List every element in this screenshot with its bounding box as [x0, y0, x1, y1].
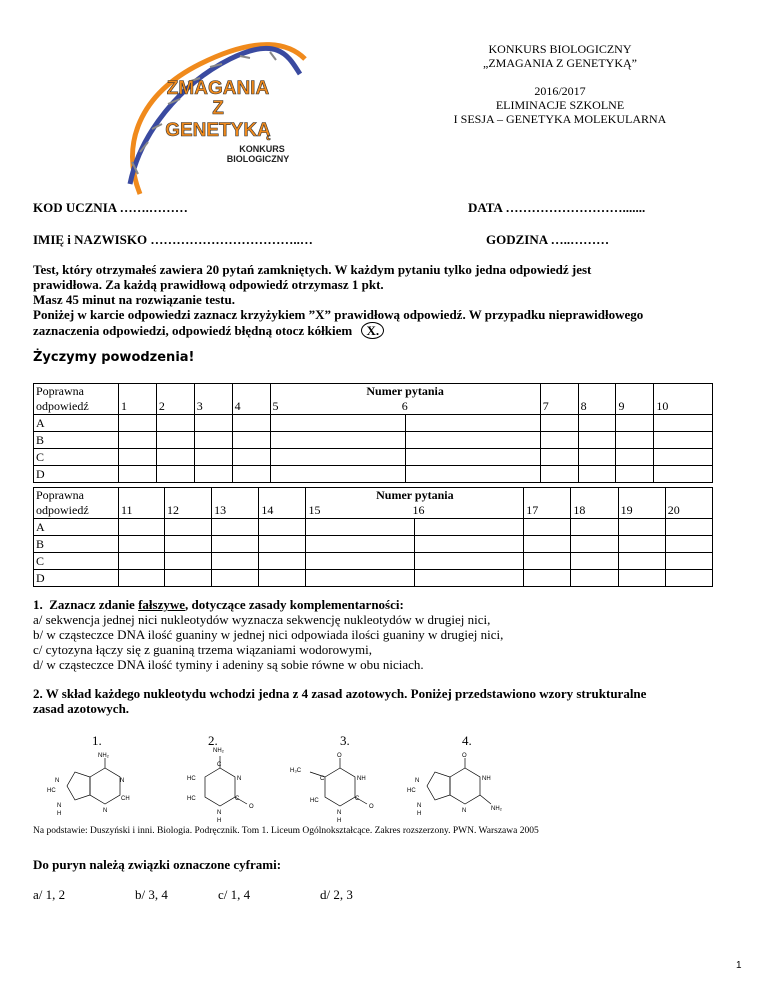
q-number: 11 — [119, 488, 165, 519]
q-number: 19 — [618, 488, 665, 519]
dna-helix-logo — [100, 34, 315, 204]
header-line-3: 2016/2017 — [534, 84, 586, 98]
q-number: 6 — [401, 399, 408, 413]
header-line-2: „ZMAGANIA Z GENETYKĄ” — [483, 56, 637, 70]
hour-field[interactable]: GODZINA …..……… — [486, 232, 610, 247]
source-citation: Na podstawie: Duszyński i inni. Biologia. Podręcznik. Tom 1. Liceum Ogólnokształcące. Zakres rozszerzony. PWN. Warszawa 2005 — [33, 826, 539, 836]
answer-cell[interactable] — [259, 553, 306, 570]
answer-cell[interactable] — [270, 466, 405, 483]
answer-cell[interactable] — [524, 536, 571, 553]
answer-cell[interactable] — [164, 519, 211, 536]
svg-text:CH: CH — [121, 796, 130, 802]
answer-cell[interactable] — [212, 570, 259, 587]
svg-text:NH₂: NH₂ — [213, 748, 224, 754]
answer-cell[interactable] — [415, 519, 524, 536]
answer-cell[interactable] — [654, 432, 713, 449]
q-number-pair — [306, 488, 524, 519]
answer-cell[interactable] — [306, 570, 415, 587]
svg-text:N: N — [237, 776, 242, 782]
answer-cell[interactable] — [270, 415, 405, 432]
answer-cell[interactable] — [571, 536, 618, 553]
structure-guanine — [405, 752, 515, 837]
svg-text:H: H — [57, 811, 62, 817]
option-label: D — [34, 570, 119, 587]
answer-cell[interactable] — [571, 570, 618, 587]
answer-cell[interactable] — [405, 415, 540, 432]
q2-option-a[interactable]: a/ 1, 2 — [33, 887, 66, 902]
header-line-4: ELIMINACJE SZKOLNE — [495, 98, 625, 112]
q2-option-b[interactable]: b/ 3, 4 — [135, 887, 168, 902]
svg-text:NH₂: NH₂ — [98, 753, 109, 759]
answer-cell[interactable] — [119, 570, 165, 587]
answer-cell[interactable] — [259, 536, 306, 553]
answer-cell[interactable] — [119, 553, 165, 570]
option-label: A — [34, 415, 119, 432]
answer-cell[interactable] — [654, 415, 713, 432]
structure-label-3: 3. — [340, 733, 350, 748]
answer-cell[interactable] — [194, 415, 232, 432]
q-number: 14 — [259, 488, 306, 519]
instr-line-1: Test, który otrzymałeś zawiera 20 pytań zamkniętych. W każdym pytaniu tylko jedna odpowiedź jest — [33, 262, 592, 277]
structure-label-4: 4. — [462, 733, 472, 748]
svg-text:N: N — [415, 778, 420, 784]
answer-cell[interactable] — [232, 432, 270, 449]
option-label: B — [34, 536, 119, 553]
answer-cell[interactable] — [524, 553, 571, 570]
answer-cell[interactable] — [119, 536, 165, 553]
answer-cell[interactable] — [156, 466, 194, 483]
answer-cell[interactable] — [415, 570, 524, 587]
answer-cell[interactable] — [578, 449, 616, 466]
q1-option-c[interactable]: c/ cytozyna łączy się z guaniną trzema wiązaniami wodorowymi, — [33, 642, 372, 657]
structure-thymine — [290, 752, 390, 837]
svg-text:HC: HC — [310, 798, 319, 804]
answer-cell[interactable] — [156, 432, 194, 449]
svg-text:N: N — [462, 808, 467, 814]
date-field[interactable]: DATA ………………………....... — [468, 200, 646, 215]
answer-cell[interactable] — [232, 415, 270, 432]
answer-cell[interactable] — [616, 449, 654, 466]
svg-text:N: N — [120, 778, 125, 784]
answer-cell[interactable] — [156, 449, 194, 466]
logo-word-2: Z — [212, 98, 224, 119]
answer-cell[interactable] — [405, 432, 540, 449]
answer-cell[interactable] — [540, 415, 578, 432]
logo-word-1: ZMAGANIA — [166, 78, 270, 99]
svg-text:NH: NH — [357, 776, 366, 782]
q-number: 10 — [654, 384, 713, 415]
option-label: C — [34, 449, 119, 466]
answer-cell[interactable] — [194, 432, 232, 449]
contest-header — [390, 42, 730, 126]
option-label: A — [34, 519, 119, 536]
option-label: B — [34, 432, 119, 449]
answer-cell[interactable] — [306, 553, 415, 570]
svg-text:N: N — [217, 810, 222, 816]
svg-text:NH: NH — [482, 776, 491, 782]
q-number: 5 — [272, 399, 279, 413]
answer-cell[interactable] — [270, 449, 405, 466]
svg-text:N: N — [337, 810, 342, 816]
answer-cell[interactable] — [232, 449, 270, 466]
instr-line-2: prawidłowa. Za każdą prawidłową odpowiedź otrzymasz 1 pkt. — [33, 277, 384, 292]
answer-cell[interactable] — [665, 570, 712, 587]
answer-cell[interactable] — [119, 432, 157, 449]
q1-option-b[interactable]: b/ w cząsteczce DNA ilość guaniny w jednej nici odpowiada ilości guaniny w drugiej nici, — [33, 627, 504, 642]
answer-cell[interactable] — [119, 415, 157, 432]
svg-text:O: O — [369, 804, 374, 810]
answer-cell[interactable] — [578, 466, 616, 483]
q-number: 3 — [194, 384, 232, 415]
answer-cell[interactable] — [306, 536, 415, 553]
svg-text:N: N — [103, 808, 108, 814]
structure-cytosine — [175, 742, 275, 837]
svg-text:H₃C: H₃C — [290, 768, 302, 774]
answer-cell[interactable] — [164, 536, 211, 553]
option-label: D — [34, 466, 119, 483]
svg-text:O: O — [249, 804, 254, 810]
answer-cell[interactable] — [164, 570, 211, 587]
question-2-prompt: Do puryn należą związki oznaczone cyframi: — [33, 857, 282, 872]
svg-text:HC: HC — [407, 788, 416, 794]
structure-label-1: 1. — [92, 733, 102, 748]
answer-cell[interactable] — [618, 553, 665, 570]
answer-cell[interactable] — [119, 466, 157, 483]
q-number: 8 — [578, 384, 616, 415]
answer-cell[interactable] — [212, 519, 259, 536]
good-luck-wish: Życzymy powodzenia! — [33, 350, 195, 365]
q-number: 15 — [308, 503, 321, 517]
answer-cell[interactable] — [524, 519, 571, 536]
svg-text:HC: HC — [187, 776, 196, 782]
answer-cell[interactable] — [259, 570, 306, 587]
answer-cell[interactable] — [405, 466, 540, 483]
q-number-pair — [270, 384, 540, 415]
q-number: 1 — [119, 384, 157, 415]
svg-text:HC: HC — [187, 796, 196, 802]
answer-cell[interactable] — [654, 466, 713, 483]
answer-cell[interactable] — [119, 449, 157, 466]
answer-cell[interactable] — [540, 432, 578, 449]
question-2-stem: 2. W skład każdego nukleotydu wchodzi jedna z 4 zasad azotowych. Poniżej przedstawiono wzory strukturalne zasad azotowych. — [33, 686, 647, 716]
answer-cell[interactable] — [571, 553, 618, 570]
logo-sub-1: KONKURS — [239, 144, 285, 154]
q-number: 12 — [164, 488, 211, 519]
svg-text:NH₂: NH₂ — [491, 806, 502, 812]
answer-cell[interactable] — [194, 466, 232, 483]
logo-word-3: GENETYKĄ — [165, 120, 271, 141]
answer-cell[interactable] — [259, 519, 306, 536]
svg-text:H: H — [337, 818, 342, 824]
svg-text:N: N — [57, 803, 62, 809]
answer-cell[interactable] — [212, 553, 259, 570]
instr-line-5 — [33, 322, 753, 339]
svg-text:C: C — [217, 762, 222, 768]
q-number: 13 — [212, 488, 259, 519]
q2-option-c[interactable]: c/ 1, 4 — [218, 887, 251, 902]
q1-option-a[interactable]: a/ sekwencja jednej nici nukleotydów wyznacza sekwencję nukleotydów w drugiej nici, — [33, 612, 491, 627]
question-1 — [33, 597, 753, 672]
circled-x-example: X. — [361, 322, 384, 339]
header-line-1: KONKURS BIOLOGICZNY — [488, 42, 632, 56]
answer-cell[interactable] — [306, 519, 415, 536]
answer-cell[interactable] — [164, 553, 211, 570]
answer-cell[interactable] — [524, 570, 571, 587]
page-number: 1 — [736, 960, 742, 971]
q-number: 20 — [665, 488, 712, 519]
logo-sub-2: BIOLOGICZNY — [226, 154, 290, 164]
q-number: 9 — [616, 384, 654, 415]
table-title: Numer pytania — [366, 384, 444, 398]
answer-cell[interactable] — [618, 536, 665, 553]
answer-cell[interactable] — [119, 519, 165, 536]
svg-text:H: H — [417, 811, 422, 817]
svg-text:C: C — [355, 796, 360, 802]
answer-cell[interactable] — [578, 415, 616, 432]
answer-cell[interactable] — [270, 432, 405, 449]
q-number: 18 — [571, 488, 618, 519]
answer-cell[interactable] — [618, 570, 665, 587]
svg-text:O: O — [337, 753, 342, 759]
answer-cell[interactable] — [415, 553, 524, 570]
q1-option-d[interactable]: d/ w cząsteczce DNA ilość tyminy i adeniny są sobie równe w obu niciach. — [33, 657, 424, 672]
header-line-5: I SESJA – GENETYKA MOLEKULARNA — [453, 112, 667, 126]
q-number: 17 — [524, 488, 571, 519]
question-1-stem: 1. Zaznacz zdanie fałszywe, dotyczące zasady komplementarności: — [33, 597, 404, 612]
answer-cell[interactable] — [212, 536, 259, 553]
answer-cell[interactable] — [571, 519, 618, 536]
structure-label-2: 2. — [208, 733, 218, 748]
q-number: 16 — [412, 503, 425, 517]
table-row-label: Poprawna odpowiedź — [34, 488, 119, 519]
answer-cell[interactable] — [540, 466, 578, 483]
q-number: 7 — [540, 384, 578, 415]
svg-text:O: O — [462, 753, 467, 759]
student-code-field[interactable]: KOD UCZNIA …….……… — [33, 200, 188, 215]
instructions — [33, 262, 753, 339]
answer-cell[interactable] — [156, 415, 194, 432]
svg-text:N: N — [417, 803, 422, 809]
table-row-label: Poprawna odpowiedź — [34, 384, 119, 415]
answer-table-2 — [33, 487, 713, 587]
answer-cell[interactable] — [654, 449, 713, 466]
answer-cell[interactable] — [415, 536, 524, 553]
answer-cell[interactable] — [665, 553, 712, 570]
q-number: 4 — [232, 384, 270, 415]
q-number: 2 — [156, 384, 194, 415]
answer-cell[interactable] — [578, 432, 616, 449]
contest-logo — [100, 34, 315, 204]
answer-cell[interactable] — [194, 449, 232, 466]
svg-text:C: C — [320, 776, 325, 782]
option-label: C — [34, 553, 119, 570]
svg-text:C: C — [235, 796, 240, 802]
name-field[interactable]: IMIĘ i NAZWISKO ……………………………..… — [33, 232, 313, 247]
svg-text:H: H — [217, 818, 222, 824]
answer-cell[interactable] — [616, 466, 654, 483]
q2-option-d[interactable]: d/ 2, 3 — [320, 887, 353, 902]
answer-table-1 — [33, 383, 713, 483]
svg-text:N: N — [55, 778, 60, 784]
answer-cell[interactable] — [405, 449, 540, 466]
structure-adenine — [45, 752, 145, 832]
answer-cell[interactable] — [616, 432, 654, 449]
instr-line-5-text: zaznaczenia odpowiedzi, odpowiedź błędną otocz kółkiem — [33, 323, 353, 338]
instr-line-3: Masz 45 minut na rozwiązanie testu. — [33, 292, 235, 307]
answer-cell[interactable] — [618, 519, 665, 536]
svg-text:HC: HC — [47, 788, 56, 794]
table-title: Numer pytania — [376, 488, 454, 502]
instr-line-4: Poniżej w karcie odpowiedzi zaznacz krzyżykiem ”X” prawidłową odpowiedź. W przypadku nieprawidłowego — [33, 307, 644, 322]
answer-cell[interactable] — [665, 536, 712, 553]
answer-cell[interactable] — [665, 519, 712, 536]
answer-cell[interactable] — [232, 466, 270, 483]
answer-cell[interactable] — [540, 449, 578, 466]
answer-cell[interactable] — [616, 415, 654, 432]
